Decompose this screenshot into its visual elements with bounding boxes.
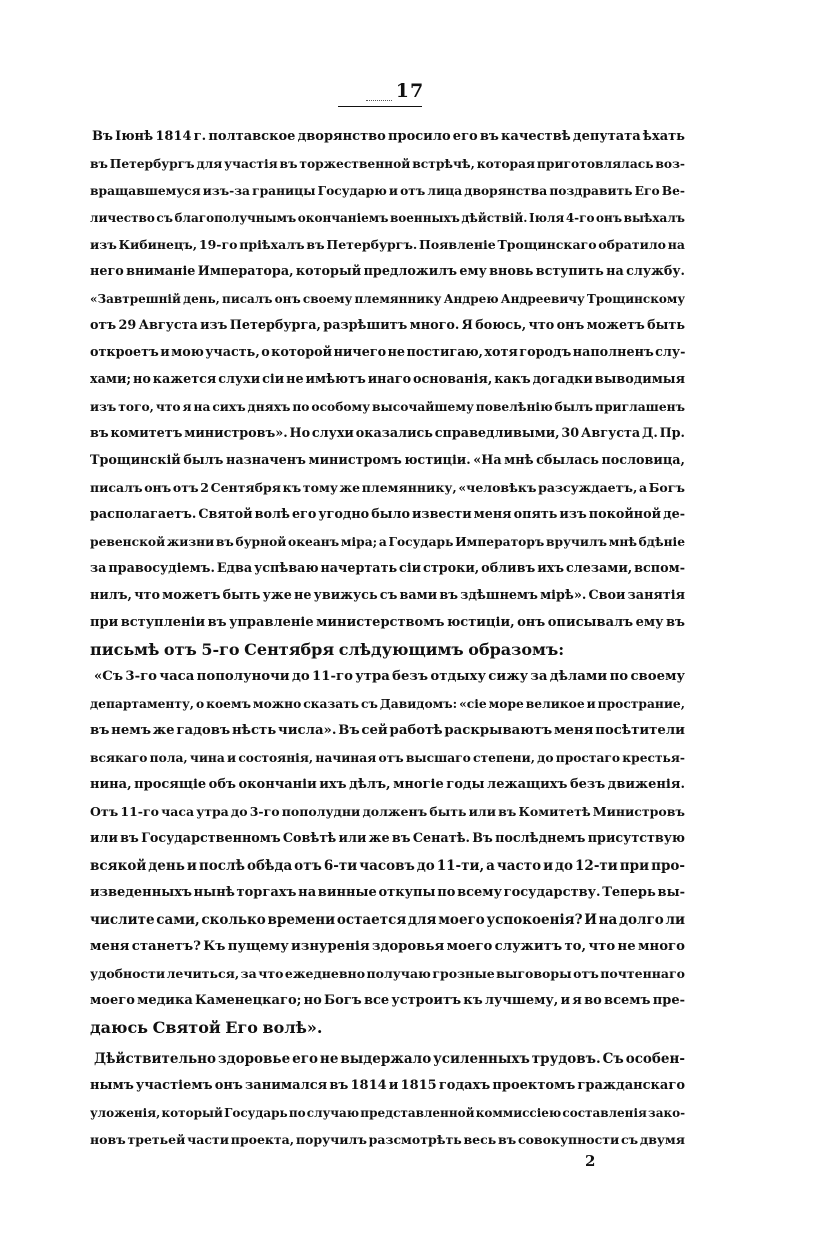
text-line: или въ Государственномъ Совѣтѣ или же въ Сенатѣ. Въ послѣднемъ присутствую: [90, 831, 685, 846]
text-line: Въ Іюнѣ 1814 г. полтавское дворянство просило его въ качествѣ депутата ѣхать: [92, 129, 685, 144]
text-line: Дѣйствительно здоровье его не выдержало усиленныхъ трудовъ. Съ особен-: [94, 1051, 685, 1067]
text-line: нилъ, что можетъ быть уже не увижусь съ вами въ здѣшнемъ мірѣ». Свои занятія: [90, 588, 685, 603]
text-line: меня станетъ? Къ пущему изнуренія здоровья моего служитъ то, что не много: [90, 939, 685, 954]
text-line: писалъ онъ отъ 2 Сентября къ тому же племяннику, «человѣкъ разсуждаетъ, а Богъ: [90, 480, 685, 495]
text-line: Трощинскій былъ назначенъ министромъ юстиціи. «На мнѣ сбылась пословица,: [90, 453, 685, 468]
text-line: даюсь Святой Его волѣ».: [90, 1018, 323, 1037]
text-line: моего медика Каменецкаго; но Богъ все устроитъ къ лучшему, и я во всемъ пре-: [90, 993, 685, 1008]
text-line: нымъ участіемъ онъ занимался въ 1814 и 1815 годахъ проектомъ гражданскаго: [90, 1078, 685, 1093]
text-line: числите сами, сколько времени остается для моего успокоенія? И на долго ли: [90, 912, 686, 928]
text-line: въ Петербургъ для участія въ торжественной встрѣчѣ, которая приготовлялась воз-: [90, 156, 685, 171]
text-line: новъ третьей части проекта, поручилъ разсмотрѣть весь въ совокупности съ двумя: [90, 1132, 685, 1147]
text-line: ревенской жизни въ бурной океанъ міра; а Государь Императоръ вручилъ мнѣ бдѣніе: [90, 534, 685, 549]
text-line: въ немъ же гадовъ нѣсть числа». Въ сей работѣ раскрываютъ меня посѣтители: [90, 723, 685, 738]
text-line: письмѣ отъ 5-го Сентября слѣдующимъ образомъ:: [90, 640, 565, 659]
header-rule: [338, 106, 422, 107]
text-line: при вступленіи въ управленіе министерствомъ юстиціи, онъ описывалъ ему въ: [90, 615, 685, 630]
signature-mark: 2: [585, 1152, 596, 1170]
text-line: «Съ 3-го часа пополуночи до 11-го утра безъ отдыху сижу за дѣлами по своему: [94, 669, 685, 684]
text-line: за правосудіемъ. Едва успѣваю начертать сіи строки, обливъ ихъ слезами, вспом-: [90, 561, 685, 576]
text-line: личество съ благополучнымъ окончаніемъ военныхъ дѣйствій. Іюля 4-го онъ выѣхалъ: [90, 211, 685, 225]
text-line: него вниманіе Императора, который предложилъ ему вновь вступить на службу.: [90, 264, 685, 279]
text-line: уложенія, который Государь по случаю представленной коммиссіею составленія зако-: [90, 1106, 686, 1120]
text-line: отъ 29 Августа изъ Петербурга, разрѣшитъ много. Я боюсь, что онъ можетъ быть: [90, 318, 685, 333]
text-line: откроетъ и мою участь, о которой ничего не постигаю, хотя городъ наполненъ слу-: [90, 345, 686, 360]
text-line: вращавшемуся изъ-за границы Государю и отъ лица дворянства поздравить Его Ве-: [90, 183, 685, 198]
text-line: всякаго пола, чина и состоянія, начиная отъ высшаго степени, до простаго крестья-: [90, 750, 685, 765]
text-line: удобности лечиться, за что ежедневно получаю грозные выговоры отъ почтеннаго: [90, 966, 685, 981]
text-line: всякой день и послѣ обѣда отъ 6-ти часовъ до 11-ти, а часто и до 12-ти при про-: [90, 858, 685, 874]
text-line: изъ того, что я на сихъ дняхъ по особому высочайшему повелѣнію былъ приглашенъ: [90, 399, 685, 414]
text-line: Отъ 11-го часа утра до 3-го пополудни долженъ быть или въ Комитетѣ Министровъ: [90, 804, 685, 819]
text-line: изведенныхъ нынѣ торгахъ на винные откупы по всему государству. Теперь вы-: [90, 885, 685, 900]
text-line: располагаетъ. Святой волѣ его угодно было извести меня опять изъ покойной де-: [90, 507, 685, 522]
page-number: 17: [395, 80, 425, 102]
text-line: въ комитетъ министровъ». Но слухи оказались справедливыми, 30 Августа Д. Пр.: [90, 426, 685, 441]
text-line: хами; но кажется слухи сіи не имѣютъ инаго основанія, какъ догадки выводимыя: [90, 372, 685, 387]
text-line: департаменту, о коемъ можно сказать съ Давидомъ: «сіе море великое и пространие,: [90, 696, 685, 711]
header-rule-dots: [366, 100, 392, 101]
text-line: изъ Кибинецъ, 19-го пріѣхалъ въ Петербургъ. Появленіе Трощинскаго обратило на: [90, 237, 685, 252]
text-line: нина, просящіе объ окончаніи ихъ дѣлъ, многіе годы лежащихъ безъ движенія.: [90, 777, 685, 792]
text-line: «Завтрешній день, писалъ онъ своему племяннику Андрею Андреевичу Трощинскому: [90, 292, 685, 306]
